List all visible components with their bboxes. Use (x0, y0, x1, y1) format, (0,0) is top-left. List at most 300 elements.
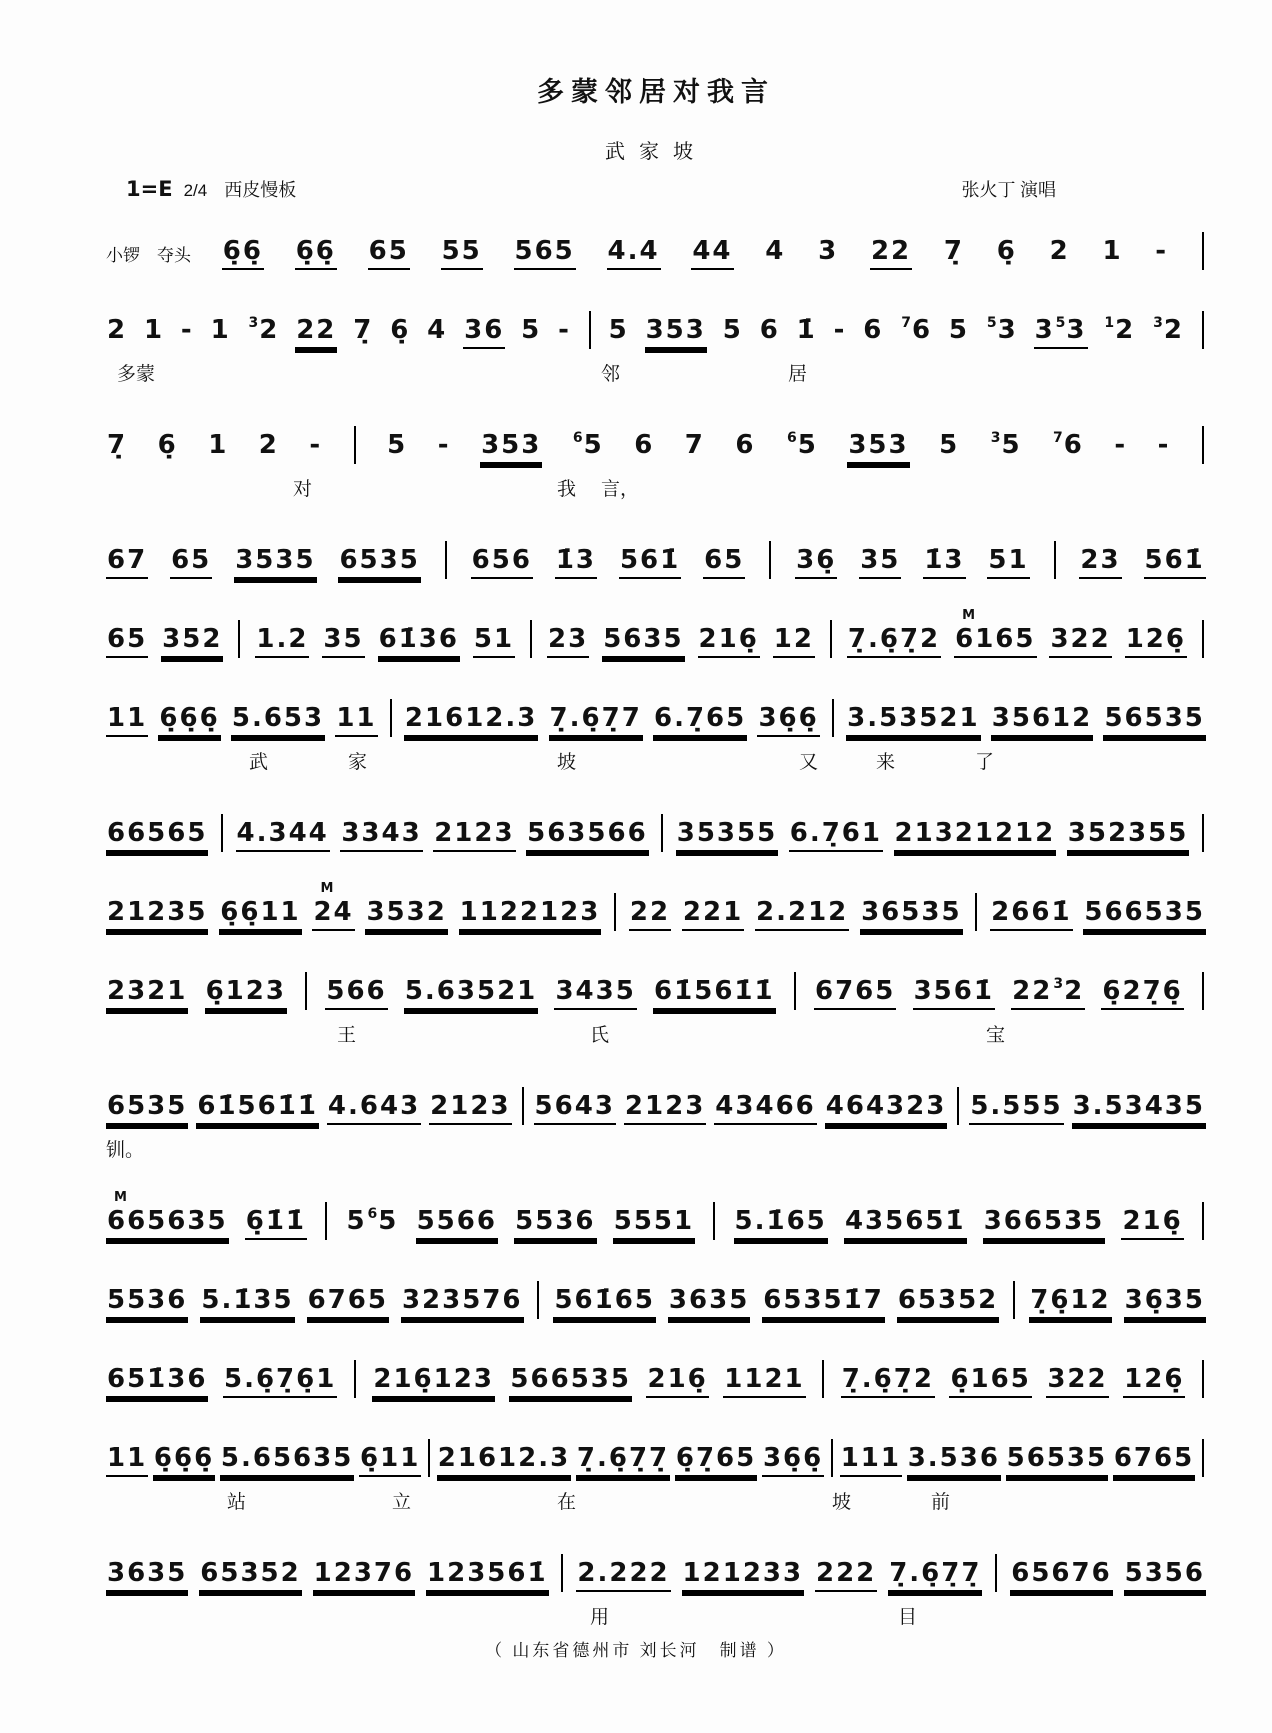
grace-note: 1 (1104, 314, 1115, 331)
grace-note: 3 (990, 429, 1001, 446)
note-digits: 61̇561̇1̇ (654, 975, 775, 1006)
note-group (437, 429, 452, 464)
note-group (1103, 702, 1205, 737)
note-group (847, 623, 941, 658)
note-digits: 222 (816, 1557, 877, 1588)
note-digits: 6̣ (996, 235, 1017, 266)
note-group (437, 1442, 571, 1477)
note-digits: 7̣ (943, 235, 964, 266)
note-digits: 4.4 (607, 235, 660, 266)
note-group (734, 429, 756, 464)
lyrics-row (106, 747, 1206, 773)
note-digits: 21235 (107, 896, 208, 927)
note-digits: 2 (1049, 235, 1070, 266)
lyric-syllable: 宝 (986, 1025, 1006, 1046)
note-group (143, 314, 165, 349)
note-group (1101, 235, 1123, 270)
note-digits: 2 (259, 314, 280, 345)
note-digits: 123561̇ (427, 1557, 548, 1588)
note-group (429, 1090, 511, 1125)
note-group (723, 1363, 805, 1398)
note-group (295, 235, 337, 270)
note-digits: 6 (911, 314, 933, 345)
note-digits: 6535 (339, 544, 420, 575)
note-digits: 566535 (510, 1363, 631, 1394)
note-group (245, 1205, 307, 1240)
note-group (1011, 975, 1085, 1010)
time-signature: 2/4 (183, 181, 208, 200)
lyric-syllable: 居 (788, 364, 808, 385)
percussion-pattern-label: 小锣 夺头 (106, 246, 191, 265)
note-group (847, 429, 909, 464)
note-group (913, 975, 995, 1010)
note-digits: 121233 (682, 1557, 804, 1588)
note-group (755, 896, 849, 931)
note-group (943, 235, 965, 270)
lyric-syllable: 武 (249, 752, 269, 773)
note-digits: - (1114, 429, 1128, 460)
note-group (764, 235, 786, 270)
note-digits: 651̇36 (107, 1363, 208, 1394)
note-group (106, 1557, 188, 1592)
note-group (426, 1557, 549, 1592)
note-group (576, 1442, 670, 1477)
note-group (534, 1090, 616, 1125)
note-digits: 4 (427, 314, 448, 345)
tempo-label: 西皮慢板 (224, 180, 297, 200)
note-digits: 65 (107, 623, 148, 654)
note-group (682, 896, 744, 931)
note-digits: 5643 (534, 1090, 615, 1121)
note-group (1083, 896, 1206, 931)
note-digits: 7̣.6̣7̣7̣ (576, 1442, 670, 1473)
note-group (1151, 314, 1185, 349)
note-digits: 5.6̣7̣6̣1 (223, 1363, 337, 1394)
music-line (106, 311, 1206, 385)
note-group (607, 235, 661, 270)
note-digits: 1 (208, 429, 229, 460)
note-digits: 322 (1050, 623, 1111, 654)
note-group (888, 1557, 982, 1592)
note-digits: 36̣6̣ (758, 702, 819, 733)
note-group (549, 702, 643, 737)
note-digits: 6535 (107, 1090, 188, 1121)
note-digits: 3532 (366, 896, 447, 927)
note-digits: 11 (107, 702, 148, 733)
note-digits: 6̣27̣6̣ (1102, 975, 1183, 1006)
note-group (170, 544, 212, 579)
note-digits: 5 (583, 429, 604, 460)
note-digits: 3 (818, 235, 839, 266)
grace-note: 7 (901, 314, 911, 331)
grace-note: 6 (572, 429, 583, 446)
note-group (762, 1442, 824, 1477)
note-group (714, 1090, 816, 1125)
mordent-ornament: M (320, 880, 334, 896)
note-digits: 22 (870, 235, 912, 266)
note-digits: 5.65635 (220, 1442, 354, 1473)
note-group (1034, 314, 1088, 349)
note-group (106, 623, 148, 658)
lyric-syllable: 前 (931, 1492, 951, 1513)
note-group (923, 544, 965, 579)
note-digits: 3535 (235, 544, 316, 575)
grace-note: 5 (986, 314, 997, 331)
barline (830, 620, 832, 658)
note-digits: 5 (797, 429, 818, 460)
note-group (231, 702, 325, 737)
music-line (106, 972, 1206, 1046)
music-line (106, 1189, 1206, 1240)
note-digits: 6̣11 (360, 1442, 421, 1473)
note-digits: 43466 (715, 1090, 816, 1121)
note-digits: 5 (1001, 429, 1022, 460)
note-group (378, 623, 460, 658)
note-digits: - (833, 314, 847, 345)
lyric-syllable: 来 (876, 752, 896, 773)
note-digits: 4 (765, 235, 786, 266)
note-group (223, 1363, 337, 1398)
footer-credit: （ 山东省德州市 刘长河 制谱 ） (485, 1641, 787, 1660)
note-digits: - (558, 314, 571, 345)
note-group (236, 817, 330, 852)
note-group (514, 235, 576, 270)
note-digits: 11 (107, 1442, 148, 1473)
note-group (676, 817, 778, 852)
music-line (106, 1087, 1206, 1161)
note-group (675, 1442, 757, 1477)
note-group (785, 429, 819, 464)
note-group (762, 1284, 885, 1319)
music-line (106, 814, 1206, 852)
note-group (996, 235, 1018, 270)
note-group (1113, 1442, 1195, 1477)
note-digits: 216̣123 (373, 1363, 494, 1394)
note-digits: 111 (840, 1442, 901, 1473)
grace-note: 3 (1153, 314, 1163, 331)
note-group (894, 817, 1057, 852)
note-group (295, 314, 337, 349)
note-group (825, 1090, 948, 1125)
lyric-syllable: 王 (337, 1025, 357, 1046)
note-digits: 561̇ (619, 544, 681, 575)
lyrics-row (106, 1135, 1206, 1161)
note-digits: 6 (735, 429, 756, 460)
note-group (576, 1557, 670, 1592)
note-digits: 464323 (825, 1090, 947, 1121)
note-group (796, 314, 818, 349)
note-group (106, 1442, 148, 1477)
note-group (1123, 1363, 1185, 1398)
note-digits: 126̣ (1124, 1363, 1185, 1394)
mordent-ornament: M (114, 1189, 127, 1205)
grace-note: 3 (1053, 975, 1064, 992)
note-group (1125, 623, 1187, 658)
note-digits: 51 (988, 544, 1029, 575)
note-digits: 65 (171, 544, 212, 575)
note-digits: 366535 (983, 1205, 1105, 1236)
music-line (106, 1554, 1206, 1628)
note-group (757, 702, 819, 737)
note-digits: - (1157, 429, 1171, 460)
barline (661, 814, 663, 852)
note-digits: 35612 (991, 702, 1093, 733)
lyric-syllable: 我 (557, 479, 577, 500)
note-digits: 5 (378, 1205, 399, 1236)
music-line (106, 880, 1206, 931)
barline (831, 1439, 833, 1477)
grace-note: 7 (1053, 429, 1063, 446)
note-group (359, 1442, 421, 1477)
note-group (234, 544, 316, 579)
note-digits: 36̣ (796, 544, 837, 575)
performer-credit: 张火丁 演唱 (961, 180, 1056, 200)
note-group (200, 1284, 294, 1319)
note-digits: 65351̇7 (763, 1284, 884, 1315)
note-group (833, 314, 848, 349)
note-group (106, 1090, 188, 1125)
note-digits: 352 (162, 623, 223, 654)
note-group (389, 314, 411, 349)
note-group (205, 975, 287, 1010)
note-group (859, 544, 901, 579)
note-digits: 66565 (107, 817, 208, 848)
barline (1202, 1439, 1204, 1477)
key-signature-line (126, 176, 296, 202)
note-group (907, 1442, 1001, 1477)
note-group (624, 1090, 706, 1125)
note-digits: 656 (471, 544, 532, 575)
note-group (846, 702, 980, 737)
note-digits: 56535 (1006, 1442, 1108, 1473)
note-digits: 2321 (107, 975, 188, 1006)
note-group (1049, 623, 1111, 658)
note-digits: 5.1̇35 (201, 1284, 294, 1315)
note-group (954, 607, 1036, 658)
note-digits: 56535 (1104, 702, 1205, 733)
note-digits: 44 (692, 235, 733, 266)
note-digits: 6̣6̣ (222, 235, 263, 266)
barline (522, 1087, 524, 1125)
note-group (106, 1284, 188, 1319)
note-digits: 2.212 (756, 896, 849, 927)
note-group (557, 314, 572, 349)
note-digits: 5 (346, 1205, 367, 1236)
note-group (308, 429, 323, 464)
barline (238, 620, 240, 658)
note-digits: 566535 (1084, 896, 1205, 927)
note-group (480, 429, 542, 464)
note-group (207, 429, 229, 464)
note-group (401, 1284, 524, 1319)
note-group (1154, 235, 1169, 270)
music-line (106, 232, 1206, 270)
lyric-syllable: 氏 (590, 1025, 610, 1046)
barline (995, 1554, 997, 1592)
note-group (473, 623, 515, 658)
barline (325, 1202, 327, 1240)
note-digits: 6̣6̣6̣ (153, 1442, 215, 1473)
note-group (426, 314, 448, 349)
lyric-syllable: 立 (392, 1492, 412, 1513)
note-digits: 3635 (668, 1284, 750, 1315)
barline (354, 426, 356, 464)
barline (537, 1281, 539, 1319)
note-digits: 7̣ (353, 314, 374, 345)
note-digits: 5.1̇65 (734, 1205, 827, 1236)
note-group (106, 544, 148, 579)
note-digits: 6 (759, 314, 780, 345)
note-group (158, 702, 220, 737)
note-digits: 61̇561̇1̇ (197, 1090, 318, 1121)
lyric-syllable: 又 (799, 752, 819, 773)
barline (445, 541, 447, 579)
barline (354, 1360, 356, 1398)
barline (1013, 1281, 1015, 1319)
note-digits: 5536 (107, 1284, 188, 1315)
music-line (106, 699, 1206, 773)
note-group (327, 1090, 421, 1125)
note-digits: 5.63521 (404, 975, 538, 1006)
note-group (220, 1442, 354, 1477)
note-digits: 6̣6̣11 (220, 896, 301, 927)
note-digits: 7̣.6̣7̣7̣ (889, 1557, 982, 1588)
note-digits: 5635 (603, 623, 684, 654)
barline (1202, 232, 1204, 270)
barline (1202, 1360, 1204, 1398)
note-group (682, 1557, 805, 1592)
note-group (870, 235, 912, 270)
note-group (734, 1205, 828, 1240)
lyrics-row (106, 474, 1206, 500)
note-digits: 1 (210, 314, 231, 345)
note-digits: 5 (939, 429, 960, 460)
note-group (1124, 1557, 1206, 1592)
barline (975, 893, 977, 931)
note-digits: 3 (1034, 314, 1055, 345)
note-digits: 7̣.6̣7̣2 (847, 623, 941, 654)
music-line (106, 607, 1206, 658)
lyric-syllable: 站 (227, 1492, 247, 1513)
lyric-syllable: 在 (557, 1492, 577, 1513)
lyric-syllable: 用 (590, 1607, 610, 1628)
note-group (938, 429, 960, 464)
barline (1202, 620, 1204, 658)
note-group (949, 1363, 1031, 1398)
note-digits: 3.53435 (1072, 1090, 1205, 1121)
note-group (571, 429, 605, 464)
note-group (325, 975, 387, 1010)
barline (589, 311, 591, 349)
note-digits: 3.53521 (847, 702, 980, 733)
note-digits: 65676 (1011, 1557, 1112, 1588)
note-group (691, 235, 733, 270)
note-group (1101, 975, 1183, 1010)
note-digits: 126̣ (1125, 623, 1186, 654)
note-digits: 565 (514, 235, 575, 266)
note-group (1046, 1363, 1108, 1398)
barline (832, 699, 834, 737)
note-group (817, 235, 839, 270)
note-digits: 5 (608, 314, 629, 345)
note-group (668, 1284, 750, 1319)
note-digits: 6765 (1113, 1442, 1195, 1473)
barline (428, 1439, 430, 1477)
note-digits: 21612.3 (404, 702, 538, 733)
note-digits: 221 (682, 896, 744, 927)
note-group (1113, 429, 1128, 464)
note-digits: 21612.3 (437, 1442, 571, 1473)
lyric-syllable: 邻 (601, 364, 621, 385)
barline (1202, 311, 1204, 349)
note-digits: 1.2 (256, 623, 309, 654)
note-digits: 6̣6̣6̣ (159, 702, 220, 733)
note-digits: 35 (323, 623, 364, 654)
note-group (684, 429, 706, 464)
note-group (210, 314, 232, 349)
note-group (180, 314, 195, 349)
note-digits: 5.653 (231, 702, 325, 733)
note-group (372, 1363, 495, 1398)
note-group (520, 314, 542, 349)
note-digits: 12 (773, 623, 814, 654)
note-digits: 216̣ (647, 1363, 708, 1394)
note-group (106, 314, 128, 349)
note-digits: 5 (521, 314, 542, 345)
note-group (983, 1205, 1106, 1240)
note-group (335, 702, 377, 737)
note-group (255, 623, 309, 658)
note-group (633, 429, 655, 464)
note-group (1157, 429, 1172, 464)
note-digits: 3 (997, 314, 1018, 345)
note-digits: 6165 (955, 623, 1036, 654)
lyrics-row (106, 1602, 1206, 1628)
note-digits: 323576 (401, 1284, 523, 1315)
note-digits: - (309, 429, 323, 460)
note-group (247, 314, 281, 349)
note-digits: 22 (1012, 975, 1053, 1006)
note-digits: 2 (1064, 975, 1085, 1006)
note-digits: 3435 (555, 975, 636, 1006)
note-digits: 561̇65 (554, 1284, 655, 1315)
note-group (404, 975, 538, 1010)
note-group (619, 544, 681, 579)
grace-note: 6 (367, 1205, 378, 1222)
note-digits: 2123 (434, 817, 515, 848)
barline (561, 1554, 563, 1592)
note-group (404, 702, 538, 737)
note-group (987, 544, 1029, 579)
note-digits: 6 (634, 429, 655, 460)
note-digits: 21321212 (894, 817, 1056, 848)
note-digits: 36 (464, 314, 505, 345)
note-digits: 7̣.6̣7̣2 (841, 1363, 934, 1394)
lyric-syllable: 钏。 (106, 1140, 145, 1161)
note-group (106, 429, 128, 464)
note-digits: 7 (684, 429, 705, 460)
key-signature: 1=E (126, 177, 173, 201)
barline (390, 699, 392, 737)
music-line (106, 1360, 1206, 1398)
note-group (1079, 544, 1121, 579)
music-line (106, 541, 1206, 579)
note-group (608, 314, 630, 349)
lyrics-row (106, 359, 1206, 385)
note-group (948, 314, 970, 349)
grace-note: 5 (1055, 314, 1066, 331)
note-digits: 12376 (313, 1557, 415, 1588)
